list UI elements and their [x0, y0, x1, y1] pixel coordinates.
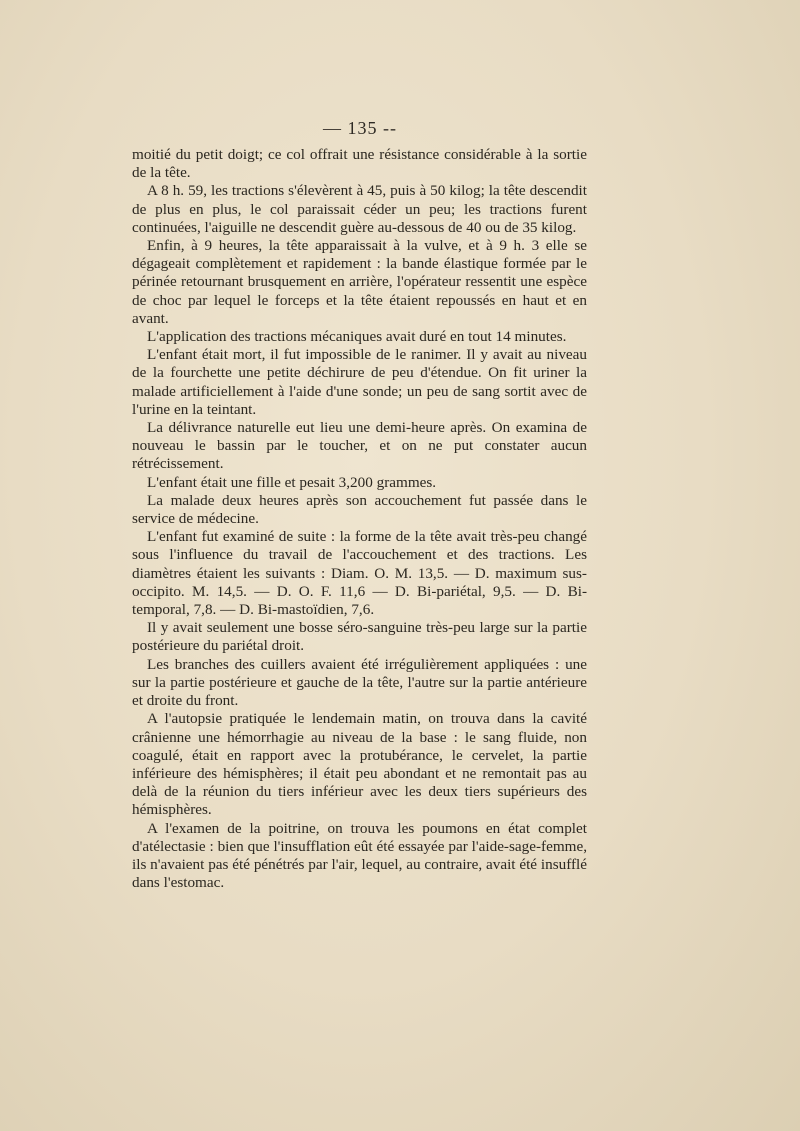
paragraph-10: Il y avait seulement une bosse séro-sanguine très-peu large sur la partie postérieure du pariétal droit.	[132, 619, 587, 655]
paragraph-13: A l'examen de la poitrine, on trouva les poumons en état complet d'atélectasie : bien que l'insufflation eût été essayée par l'aide-sage-femme, ils n'avaient pas été pénétrés par l'air, lequel, au contraire, avait été insufflé dans l'estomac.	[132, 819, 587, 892]
paragraph-1: moitié du petit doigt; ce col offrait une résistance considérable à la sortie de la tête.	[132, 146, 587, 182]
paragraph-5: L'enfant était mort, il fut impossible de le ranimer. Il y avait au niveau de la fourchette une petite déchirure de peu d'étendue. On fit uriner la malade artificiellement à l'aide d'une sonde; un peu de sang sortit avec de l'urine en la teintant.	[132, 346, 587, 418]
page-number: — 135 --	[323, 118, 397, 138]
paragraph-9: L'enfant fut examiné de suite : la forme de la tête avait très-peu changé sous l'influence du travail de l'accouchement et des tractions. Les diamètres étaient les suivants : Diam. O. M. 13,5. — D. maximum sus-occipito. M. 14,5. — D. O. F. 11,6 — D. Bi-pariétal, 9,5. — D. Bi-temporal, 7,8. — D. Bi-mastoïdien, 7,6.	[132, 528, 587, 619]
paragraph-12: A l'autopsie pratiquée le lendemain matin, on trouva dans la cavité crânienne une hémorrhagie au niveau de la base : le sang fluide, non coagulé, était en rapport avec la protubérance, le cervelet, la partie inférieure des hémisphères; il était peu abondant et ne remontait pas au delà de la réunion du tiers inférieur avec les deux tiers supérieurs des hémisphères.	[132, 710, 587, 819]
paragraph-4: L'application des tractions mécaniques avait duré en tout 14 minutes.	[147, 328, 567, 346]
paragraph-3: Enfin, à 9 heures, la tête apparaissait à la vulve, et à 9 h. 3 elle se dégageait complètement et rapidement : la bande élastique formée par le périnée retournant brusquement en arrière, l'opérateur ressentit une espèce de choc par lequel le forceps et la tête étaient repoussés en haut et en avant.	[132, 237, 587, 327]
paragraph-2: A 8 h. 59, les tractions s'élevèrent à 45, puis à 50 kilog; la tête descendit de plus en plus, le col paraissait céder un peu; les tractions furent continuées, l'aiguille ne descendit guère au-dessous de 40 ou de 35 kilog.	[132, 182, 587, 236]
paragraph-6: La délivrance naturelle eut lieu une demi-heure après. On examina de nouveau le bassin par le toucher, et on ne put constater aucun rétrécissement.	[132, 419, 587, 473]
paragraph-11: Les branches des cuillers avaient été irrégulièrement appliquées : une sur la partie postérieure et gauche de la tête, l'autre sur la partie antérieure et droite du front.	[132, 655, 587, 710]
paragraph-7: L'enfant était une fille et pesait 3,200 grammes.	[147, 473, 437, 491]
paragraph-8: La malade deux heures après son accouchement fut passée dans le service de médecine.	[132, 491, 587, 528]
body-text	[132, 146, 587, 892]
